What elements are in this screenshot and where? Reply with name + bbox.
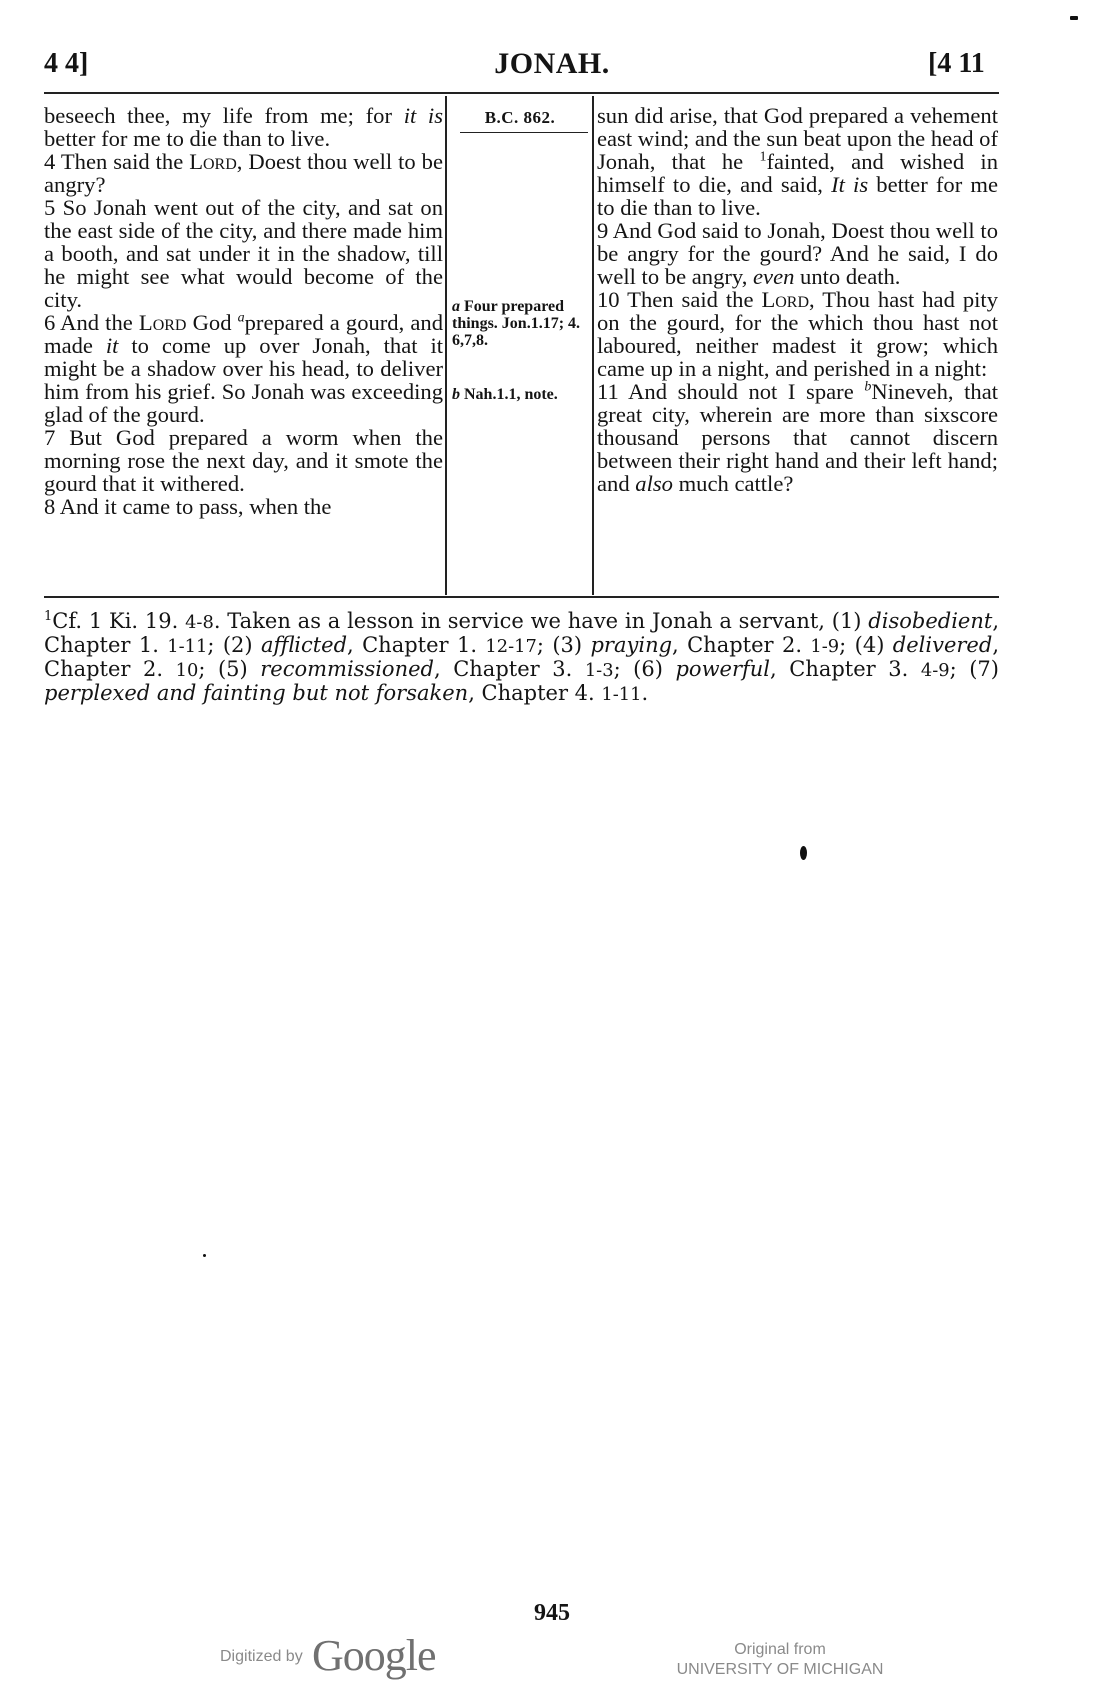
- reference-mark-a: a: [237, 310, 245, 326]
- page-number: 945: [534, 1600, 570, 1626]
- verse-10: 10 Then said the Lord, Thou hast had pity on the gourd, for the which thou hast not laboured, neither madest it grow; which came up in a night, and perished in a night:: [597, 287, 998, 381]
- verse-8-start: 8 And it came to pass, when the: [44, 494, 332, 519]
- running-head-left: 4 4]: [44, 48, 89, 79]
- verse-7: 7 But God prepared a worm when the morning rose the next day, and it smote the gourd that it withered.: [44, 425, 443, 496]
- verse-5: 5 So Jonah went out of the city, and sat on the east side of the city, and there made him a booth, and sat under it in the shadow, till he might see what would become of the city.: [44, 195, 443, 312]
- verse-11: 11 And should not I spare $^b$Nineveh, that great city, wherein are more than sixscore thousand persons that cannot discern between their right hand and their left hand; and also much cattle?: [597, 379, 998, 496]
- verse-4: 4 Then said the Lord, Doest thou well to be angry?: [44, 149, 443, 197]
- left-text-column: [44, 104, 443, 518]
- right-text-column: [597, 104, 998, 495]
- verse-3-continued: beseech thee, my life from me; for it is better for me to die than to live.: [44, 103, 443, 151]
- marginal-note-a: a Four prepared things. Jon.1.17; 4. 6,7,8.: [452, 298, 581, 349]
- ink-speck: [203, 1254, 206, 1257]
- footnote-rule: [44, 596, 999, 598]
- running-head-right: [4 11: [928, 48, 985, 79]
- ink-speck: [1070, 16, 1078, 20]
- header-rule: [44, 92, 999, 94]
- digitized-by-label: Digitized by: [220, 1648, 303, 1665]
- date-note: B.C. 862.: [484, 108, 556, 127]
- date-rule: [460, 132, 588, 133]
- google-logo: Google: [312, 1631, 436, 1680]
- footnote: $^1$Cf. 1 Ki. 19. 4-8. Taken as a lesson in service we have in Jonah a servant, (1) disobedient, Chapter 1. 1-11; (2) afflicted, Chapter 1. 12-17; (3) praying, Chapter 2. 1-9; (4) delivered, Chapter 2. 10; (5) recommissioned, Chapter 3. 1-3; (6) powerful, Chapter 3. 4-9; (7) perplexed and fainting but not forsaken, Chapter 4. 1-11.: [44, 609, 999, 705]
- reference-mark-b: b: [864, 379, 872, 395]
- footnote-mark-1: 1: [759, 149, 767, 165]
- column-divider-left: [445, 96, 447, 595]
- verse-6: 6 And the Lord God $^a$prepared a gourd, and made it to come up over Jonah, that it might be a shadow over his head, to deliver him from his grief. So Jonah was exceeding glad of the gourd.: [44, 310, 444, 427]
- verse-9: 9 And God said to Jonah, Doest thou well to be angry for the gourd? And he said, I do well to be angry, even unto death.: [597, 218, 998, 289]
- column-divider-right: [592, 96, 594, 595]
- verse-8-continued: sun did arise, that God prepared a vehement east wind; and the sun beat upon the head of Jonah, that he $^1$fainted, and wished in himself to die, and said, It is better for me to die than to live.: [597, 103, 999, 220]
- original-source-label: Original from UNIVERSITY OF MICHIGAN: [676, 1641, 884, 1678]
- page-title: JONAH.: [494, 47, 610, 80]
- ink-speck: [800, 846, 807, 860]
- marginal-note-b: b Nah.1.1, note.: [452, 386, 558, 403]
